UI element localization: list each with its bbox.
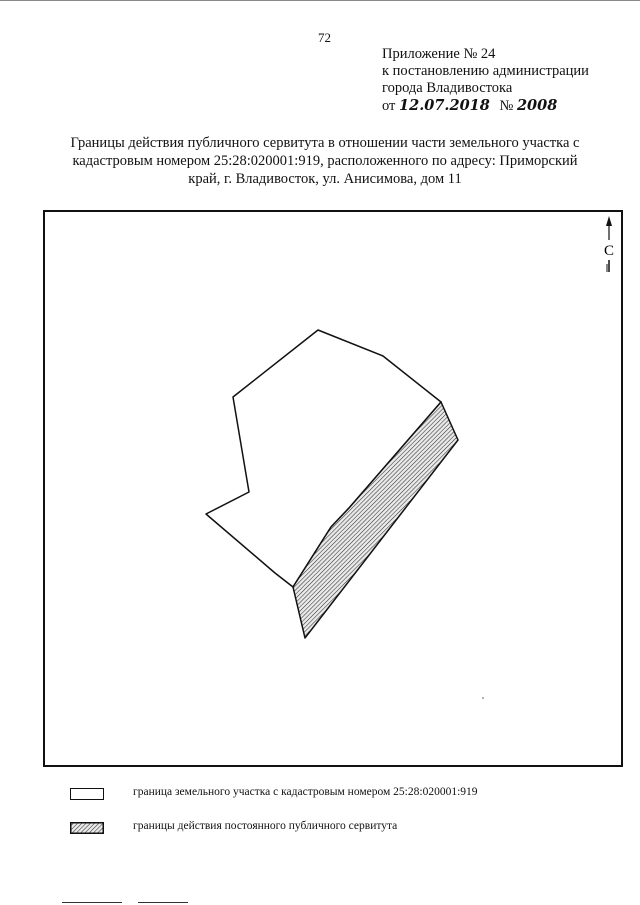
- number-prefix: №: [499, 98, 514, 114]
- document-title: [55, 134, 595, 188]
- number-value: 2008: [516, 97, 558, 114]
- date-value: 12.07.2018: [399, 97, 490, 114]
- scan-artifact-line: [0, 0, 640, 1]
- title-line-3: край, г. Владивосток, ул. Анисимова, дом 11: [188, 171, 462, 187]
- scan-artifact-dash: [138, 902, 188, 903]
- title-line-1: Границы действия публичного сервитута в отношении части земельного участка с: [70, 135, 580, 151]
- north-label: С: [603, 243, 615, 259]
- appendix-date-line: [382, 97, 589, 115]
- appendix-city: города Владивостока: [382, 80, 513, 96]
- legend-plot-label: граница земельного участка с кадастровым номером 25:28:020001:919: [133, 786, 478, 798]
- scan-artifact-dash: [62, 902, 122, 903]
- appendix-title: Приложение № 24: [382, 46, 496, 62]
- title-line-2: кадастровым номером 25:28:020001:919, расположенного по адресу: Приморский: [72, 153, 578, 169]
- legend-swatch-servitude: [70, 822, 104, 834]
- appendix-header: [382, 46, 589, 115]
- legend-swatch-plot: [70, 788, 104, 800]
- date-prefix: от: [382, 98, 396, 114]
- page-number: 72: [318, 30, 331, 45]
- cadastral-map: [43, 210, 623, 767]
- appendix-resolution: к постановлению администрации: [382, 63, 589, 79]
- scan-speck: [482, 697, 484, 699]
- legend-servitude-label: границы действия постоянного публичного сервитута: [133, 820, 398, 832]
